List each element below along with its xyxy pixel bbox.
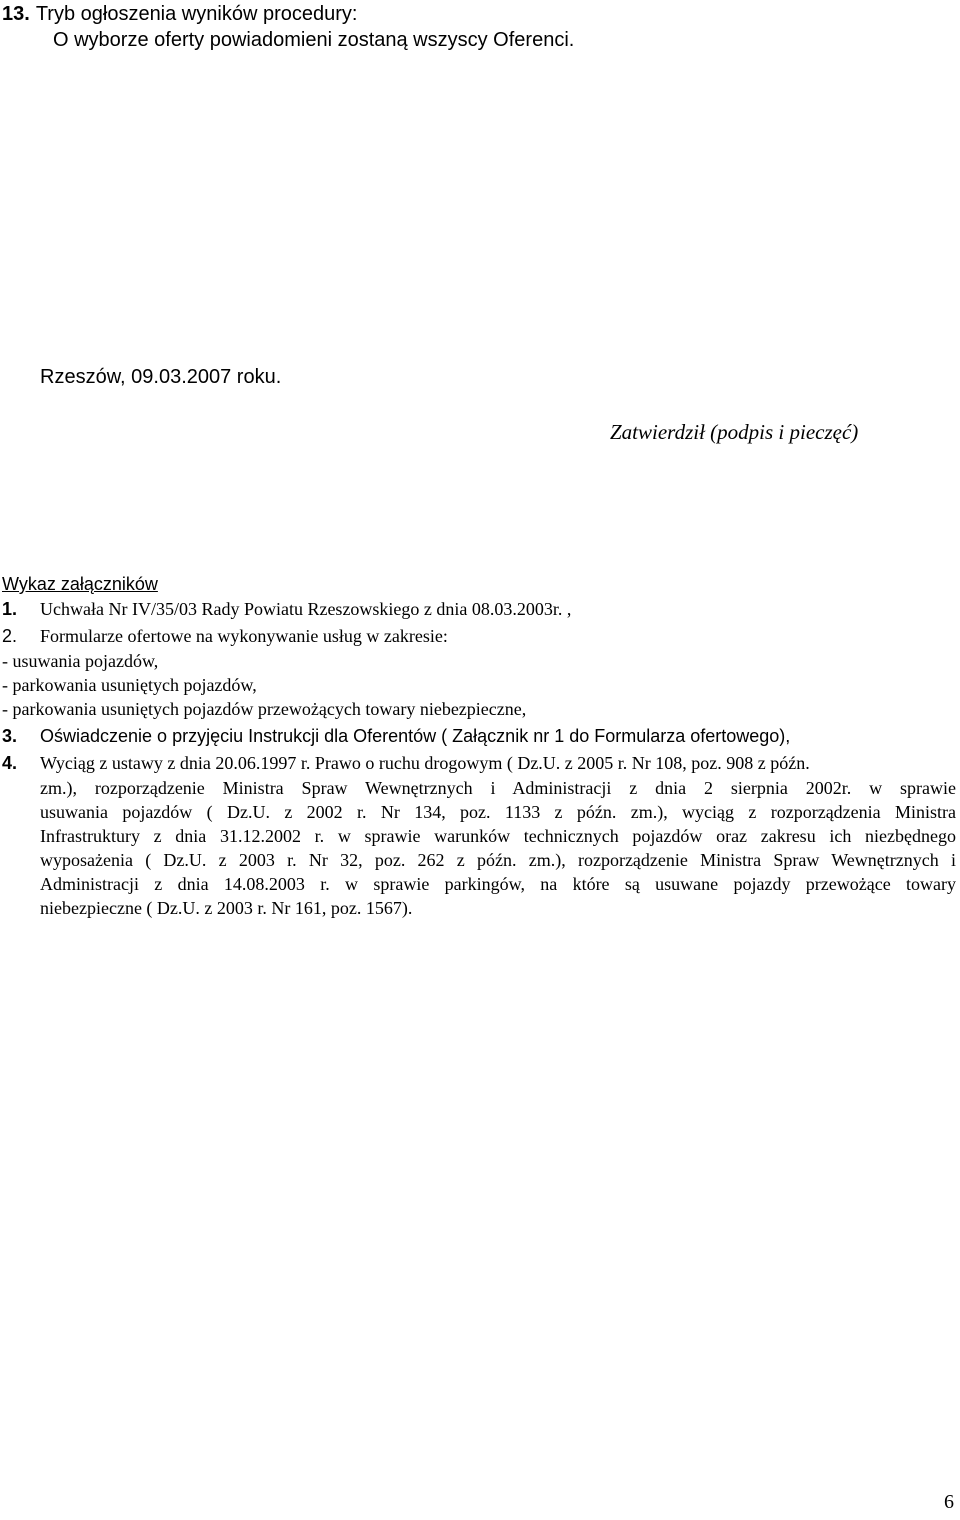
attachment-item-4-continuation [40,776,956,920]
paragraph-line: niebezpieczne ( Dz.U. z 2003 r. Nr 161, poz. 1567). [40,898,413,918]
attachment-subitem-1: - usuwania pojazdów, [2,651,159,671]
paragraph-line: usuwania pojazdów ( Dz.U. z 2002 r. Nr 134, poz. 1133 z późn. zm.), wyciąg z rozporządzenia Ministra [40,802,956,822]
attachment-item-text: Uchwała Nr IV/35/03 Rady Powiatu Rzeszowskiego z dnia 08.03.2003r. , [40,599,572,619]
attachment-subitem-3: - parkowania usuniętych pojazdów przewożących towary niebezpieczne, [2,699,527,719]
section-heading [2,2,357,26]
attachment-item-3 [2,724,790,748]
attachment-item-number: 3. [2,726,18,746]
attachment-item-number: 4. [2,753,18,773]
attachment-item-2 [2,624,448,648]
attachment-item-text: Formularze ofertowe na wykonywanie usług w zakresie: [40,626,448,646]
page-number: 6 [944,1491,954,1513]
attachment-item-number: 1. [2,599,18,619]
section-number: 13. [2,3,30,25]
attachment-item-4 [2,751,810,775]
approval-signature-caption: Zatwierdził (podpis i pieczęć) [610,420,859,444]
attachment-item-text: Oświadczenie o przyjęciu Instrukcji dla Oferentów ( Załącznik nr 1 do Formularza ofertowego), [40,726,791,746]
section-body: O wyborze oferty powiadomieni zostaną wszyscy Oferenci. [53,29,575,51]
attachments-heading: Wykaz załączników [2,574,158,594]
paragraph-line: Infrastruktury z dnia 31.12.2002 r. w sprawie warunków technicznych pojazdów oraz zakresu ich niezbędnego [40,826,956,846]
paragraph-line: zm.), rozporządzenie Ministra Spraw Wewnętrznych i Administracji z dnia 2 sierpnia 2002r. w sprawie [40,778,956,798]
attachment-subitem-2: - parkowania usuniętych pojazdów, [2,675,257,695]
paragraph-line: wyposażenia ( Dz.U. z 2003 r. Nr 32, poz. 262 z późn. zm.), rozporządzenie Ministra Spraw Wewnętrznych i [40,850,956,870]
attachment-item-text: Wyciąg z ustawy z dnia 20.06.1997 r. Prawo o ruchu drogowym ( Dz.U. z 2005 r. Nr 108, poz. 908 z późn. [40,753,810,773]
paragraph-line: Administracji z dnia 14.08.2003 r. w sprawie parkingów, na które są usuwane pojazdy przewożące towary [40,874,956,894]
section-heading-text: Tryb ogłoszenia wyników procedury: [35,3,358,25]
attachment-item-1 [2,597,571,621]
place-date: Rzeszów, 09.03.2007 roku. [40,366,282,388]
attachment-item-number: 2. [2,626,18,646]
